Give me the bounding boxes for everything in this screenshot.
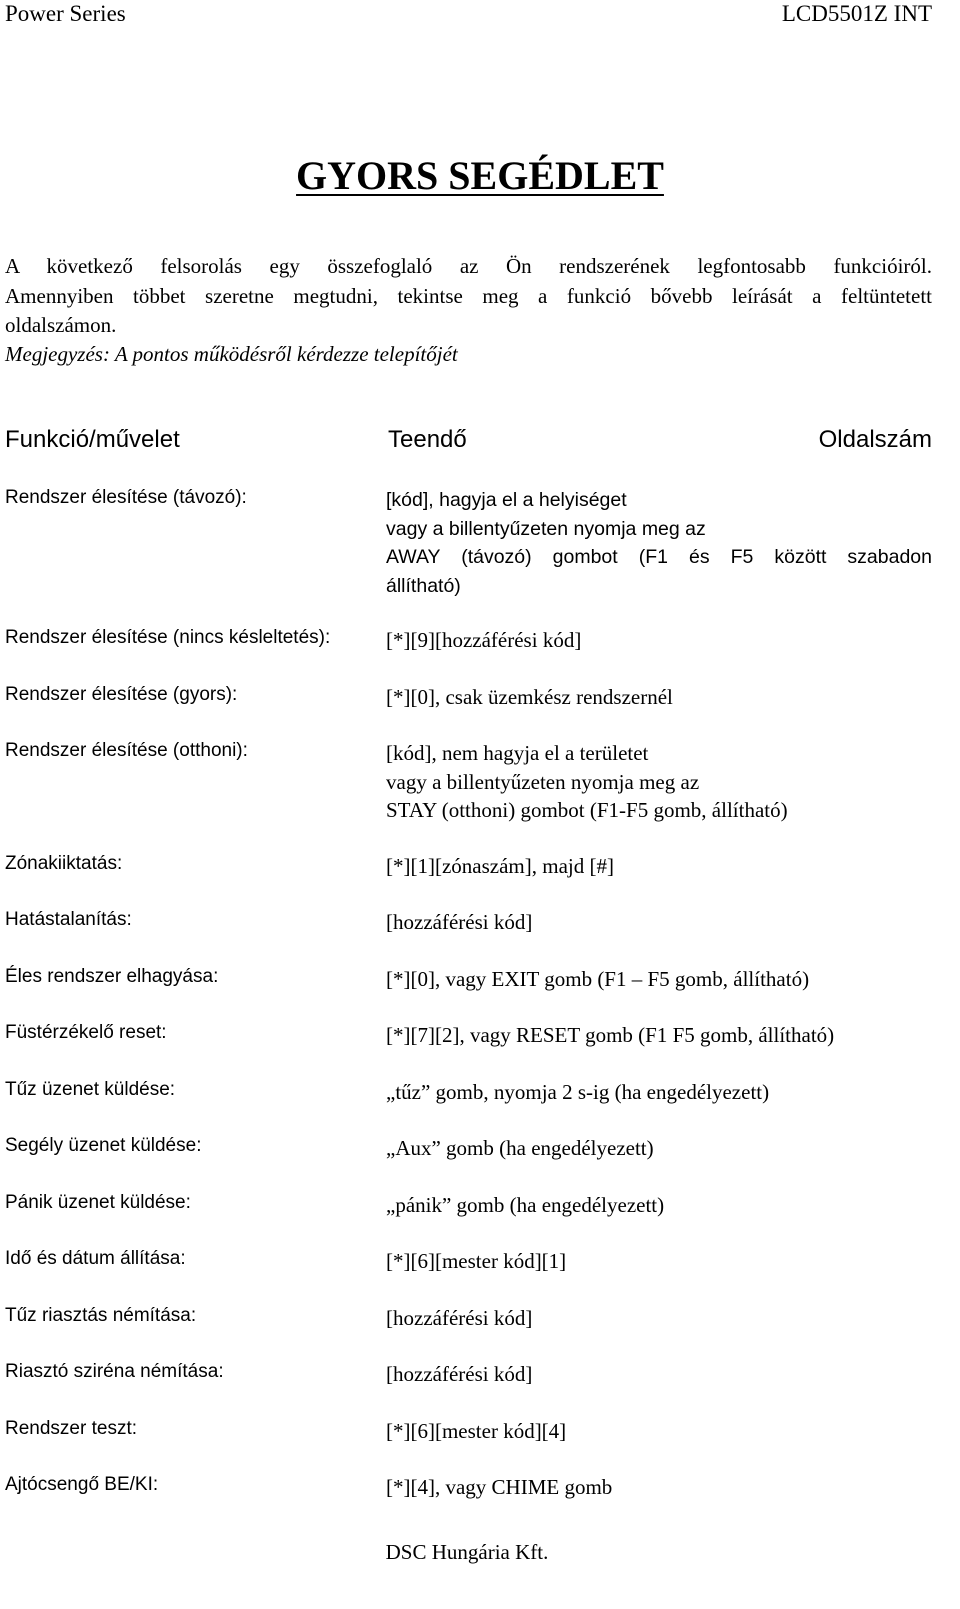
intro-line-1: A következő felsorolás egy összefoglaló az Ön rendszerének legfontosabb funkcióiról. [5,254,932,278]
row-action: [*][0], csak üzemkész rendszernél [386,685,673,709]
row-action: „pánik” gomb (ha engedélyezett) [386,1193,665,1217]
row-label: Füstérzékelő reset: [5,1022,167,1043]
row-action: [*][0], vagy EXIT gomb (F1 – F5 gomb, állítható) [386,967,810,991]
row-label: Éles rendszer elhagyása: [5,966,219,987]
row-action: [*][7][2], vagy RESET gomb (F1 F5 gomb, állítható) [386,1023,835,1047]
row-label: Zónakiiktatás: [5,853,123,874]
row-label: Pánik üzenet küldése: [5,1192,191,1213]
row-label: Rendszer élesítése (távozó): [5,487,247,508]
row-label: Rendszer teszt: [5,1418,137,1439]
row-label: Rendszer élesítése (gyors): [5,684,238,705]
row-label: Rendszer élesítése (nincs késleltetés): [5,627,331,648]
row-label: Segély üzenet küldése: [5,1135,202,1156]
row-action: [hozzáférési kód] [386,1306,533,1330]
row-label: Tűz riasztás némítása: [5,1305,197,1326]
row-label: Rendszer élesítése (otthoni): [5,740,248,761]
row-action: „Aux” gomb (ha engedélyezett) [386,1136,654,1160]
header-series: Power Series [5,1,126,26]
row-action: [*][4], vagy CHIME gomb [386,1475,613,1499]
column-header-page: Oldalszám [818,426,932,453]
row-action: [hozzáférési kód] [386,1362,533,1386]
footer-company: DSC Hungária Kft. [385,1540,549,1564]
row-action: [hozzáférési kód] [386,910,533,934]
row-action: [*][6][mester kód][1] [386,1249,567,1273]
row-action: [*][6][mester kód][4] [386,1419,567,1443]
row-action: [kód], hagyja el a helyiséget vagy a billentyűzeten nyomja meg az AWAY (távozó) gombot (F1 és F5 között szabadon állítható) [386,489,932,597]
row-label: Tűz üzenet küldése: [5,1079,176,1100]
row-label: Ajtócsengő BE/KI: [5,1474,159,1495]
row-label: Hatástalanítás: [5,909,132,930]
column-header-action: Teendő [388,426,467,453]
row-action: „tűz” gomb, nyomja 2 s-ig (ha engedélyezett) [386,1080,770,1104]
row-label: Riasztó sziréna némítása: [5,1361,224,1382]
row-action: [*][1][zónaszám], majd [#] [386,854,614,878]
header-model: LCD5501Z INT [781,1,932,26]
intro-line-3: oldalszámon. [5,313,117,337]
row-action: [kód], nem hagyja el a területet vagy a billentyűzeten nyomja meg az STAY (otthoni) gombot (F1-F5 gomb, állítható) [386,741,788,822]
intro-note: Megjegyzés: A pontos működésről kérdezze telepítőjét [5,342,458,366]
row-label: Idő és dátum állítása: [5,1248,186,1269]
row-action: [*][9][hozzáférési kód] [386,628,582,652]
column-header-function: Funkció/művelet [5,426,180,453]
page-title: GYORS SEGÉDLET [296,153,664,198]
intro-line-2: Amennyiben többet szeretne megtudni, tekintse meg a funkció bővebb leírását a feltüntetett [5,284,932,308]
